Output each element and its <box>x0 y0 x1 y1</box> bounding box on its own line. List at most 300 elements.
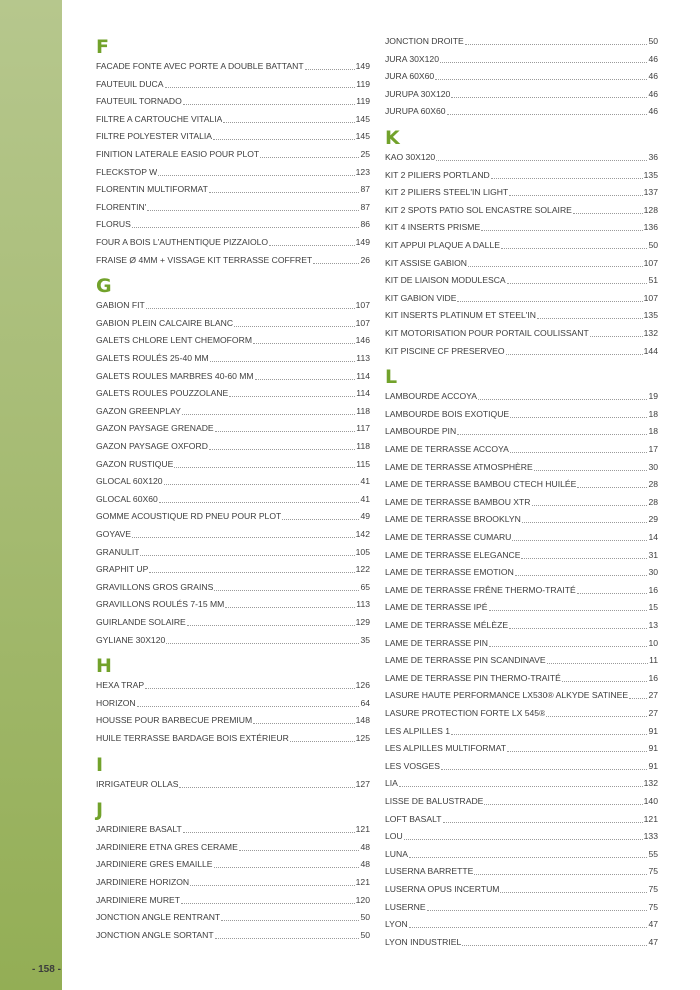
entry-name: LAME DE TERRASSE ELEGANCE <box>385 549 521 560</box>
index-entry <box>96 580 370 593</box>
dot-leader <box>234 326 355 327</box>
entry-page-number: 122 <box>355 564 370 575</box>
entry-name: LUSERNA BARRETTE <box>385 866 474 877</box>
entry-name: GALETS ROULES MARBRES 40-60 MM <box>96 370 254 381</box>
entry-page-number: 135 <box>643 310 658 321</box>
entry-page-number: 87 <box>360 184 370 195</box>
dot-leader <box>440 62 647 63</box>
entry-page-number: 41 <box>360 476 370 487</box>
index-entry <box>385 794 658 807</box>
section-letter: L <box>385 366 398 389</box>
entry-page-number: 47 <box>648 936 658 947</box>
index-entry <box>96 404 370 417</box>
index-entry <box>96 928 370 941</box>
dot-leader <box>489 646 647 647</box>
dot-leader <box>214 590 359 591</box>
index-entry <box>96 910 370 923</box>
dot-leader <box>532 505 648 506</box>
dot-leader <box>443 822 643 823</box>
dot-leader <box>183 832 355 833</box>
index-entry <box>385 168 658 181</box>
entry-page-number: 25 <box>360 149 370 159</box>
entry-page-number: 17 <box>648 444 658 454</box>
entry-page-number: 50 <box>648 36 658 46</box>
dot-leader <box>305 69 355 70</box>
dot-leader <box>132 537 355 538</box>
entry-name: HEXA TRAP <box>96 680 145 691</box>
section-letter: H <box>96 655 112 678</box>
index-entry <box>385 308 658 321</box>
index-entry <box>96 615 370 628</box>
index-entry <box>96 217 370 230</box>
dot-leader <box>209 192 360 193</box>
entry-name: LIA <box>385 778 398 789</box>
dot-leader <box>179 787 354 788</box>
entry-name: IRRIGATEUR OLLAS <box>96 778 179 789</box>
entry-page-number: 118 <box>356 441 370 451</box>
dot-leader <box>145 688 355 689</box>
entry-page-number: 29 <box>648 514 658 525</box>
dot-leader <box>522 522 648 523</box>
entry-page-number: 16 <box>648 584 658 595</box>
dot-leader <box>399 786 643 787</box>
entry-name: FAUTEUIL TORNADO <box>96 96 182 107</box>
entry-page-number: 49 <box>360 511 370 522</box>
dot-leader <box>474 874 647 875</box>
entry-page-number: 123 <box>355 166 370 177</box>
dot-leader <box>255 379 356 380</box>
dot-leader <box>269 245 355 246</box>
index-entry <box>385 917 658 930</box>
dot-leader <box>512 540 647 541</box>
entry-name: LAME DE TERRASSE ACCOYA <box>385 444 509 454</box>
index-entry <box>385 900 658 913</box>
dot-leader <box>147 210 359 211</box>
index-entry <box>385 185 658 198</box>
entry-name: LUSERNE <box>385 901 426 912</box>
dot-leader <box>507 751 647 752</box>
entry-name: LAME DE TERRASSE CUMARU <box>385 532 512 542</box>
entry-name: KIT 2 PILIERS STEEL'IN LIGHT <box>385 187 509 198</box>
entry-page-number: 48 <box>360 841 370 852</box>
index-entry <box>96 94 370 107</box>
index-entry <box>96 421 370 434</box>
entry-page-number: 91 <box>648 760 658 771</box>
entry-name: LASURE HAUTE PERFORMANCE LX530® ALKYDE SATINEE <box>385 690 629 701</box>
index-entry <box>96 112 370 125</box>
entry-page-number: 18 <box>648 408 658 419</box>
dot-leader <box>451 734 647 735</box>
entry-name: GALETS CHLORE LENT CHEMOFORM <box>96 335 252 346</box>
entry-name: KIT PISCINE CF PRESERVEO <box>385 345 505 356</box>
entry-name: LAME DE TERRASSE FRÊNE THERMO-TRAITÉ <box>385 584 576 595</box>
index-entry <box>385 256 658 269</box>
entry-name: GABION PLEIN CALCAIRE BLANC <box>96 317 234 328</box>
index-entry <box>96 298 370 311</box>
entry-name: LUSERNA OPUS INCERTUM <box>385 884 500 894</box>
dot-leader <box>313 263 359 264</box>
dot-leader <box>562 681 648 682</box>
entry-page-number: 114 <box>356 370 370 381</box>
entry-page-number: 119 <box>356 96 370 107</box>
dot-leader <box>462 945 647 946</box>
entry-page-number: 18 <box>648 426 658 437</box>
dot-leader <box>225 607 355 608</box>
dot-leader <box>427 910 648 911</box>
entry-page-number: 31 <box>648 549 658 560</box>
entry-page-number: 28 <box>648 479 658 490</box>
index-entry <box>96 333 370 346</box>
entry-name: GLOCAL 60X120 <box>96 476 163 487</box>
entry-page-number: 15 <box>648 602 658 613</box>
entry-name: JONCTION ANGLE RENTRANT <box>96 912 221 923</box>
dot-leader <box>223 122 354 123</box>
dot-leader <box>404 839 643 840</box>
entry-page-number: 132 <box>643 328 658 338</box>
index-entry <box>385 52 658 65</box>
index-entry <box>96 840 370 853</box>
entry-name: FACADE FONTE AVEC PORTE A DOUBLE BATTANT <box>96 61 304 71</box>
index-entry <box>385 460 658 473</box>
entry-page-number: 149 <box>355 61 370 71</box>
entry-name: FILTRE A CARTOUCHE VITALIA <box>96 113 223 124</box>
index-entry <box>385 238 658 251</box>
dot-leader <box>187 625 355 626</box>
entry-page-number: 47 <box>648 919 658 930</box>
entry-name: GAZON PAYSAGE OXFORD <box>96 441 208 451</box>
index-entry <box>96 457 370 470</box>
dot-leader <box>481 230 642 231</box>
entry-page-number: 107 <box>355 317 370 328</box>
entry-page-number: 125 <box>355 733 370 743</box>
entry-page-number: 127 <box>355 778 370 789</box>
index-entry <box>96 129 370 142</box>
entry-page-number: 10 <box>648 637 658 648</box>
entry-name: LOU <box>385 831 403 842</box>
dot-leader <box>409 857 648 858</box>
dot-leader <box>282 519 359 520</box>
index-entry <box>385 636 658 649</box>
entry-name: LAME DE TERRASSE BROOKLYN <box>385 514 521 525</box>
section-letter: I <box>96 753 104 776</box>
entry-name: JURA 60X60 <box>385 71 435 82</box>
entry-name: JARDINIERE HORIZON <box>96 877 190 887</box>
dot-leader <box>239 850 360 851</box>
entry-name: FINITION LATERALE EASIO POUR PLOT <box>96 149 260 159</box>
entry-page-number: 145 <box>355 113 370 124</box>
dot-leader <box>468 266 643 267</box>
index-entry <box>385 548 658 561</box>
entry-page-number: 126 <box>355 680 370 691</box>
dot-leader <box>290 741 355 742</box>
dot-leader <box>158 175 354 176</box>
entry-name: LES VOSGES <box>385 760 440 771</box>
entry-name: JURA 30X120 <box>385 53 439 64</box>
entry-name: KIT DE LIAISON MODULESCA <box>385 275 506 286</box>
entry-name: KIT 4 INSERTS PRISME <box>385 222 481 233</box>
dot-leader <box>253 723 355 724</box>
page-number: - 158 - <box>32 964 61 975</box>
dot-leader <box>509 195 642 196</box>
entry-page-number: 55 <box>648 848 658 859</box>
dot-leader <box>214 867 360 868</box>
entry-name: GYLIANE 30X120 <box>96 634 166 645</box>
index-entry <box>385 724 658 737</box>
index-entry <box>385 34 658 47</box>
index-entry <box>96 597 370 610</box>
dot-leader <box>435 79 647 80</box>
dot-leader <box>515 575 648 576</box>
entry-name: KIT 2 SPOTS PATIO SOL ENCASTRE SOLAIRE <box>385 204 572 215</box>
index-entry <box>385 618 658 631</box>
entry-page-number: 46 <box>648 53 658 64</box>
entry-name: LAMBOURDE BOIS EXOTIQUE <box>385 408 510 419</box>
index-entry <box>385 565 658 578</box>
dot-leader <box>484 804 642 805</box>
entry-page-number: 135 <box>643 169 658 180</box>
entry-page-number: 117 <box>356 423 370 434</box>
dot-leader <box>457 301 642 302</box>
entry-name: JARDINIERE MURET <box>96 894 181 905</box>
index-entry <box>385 530 658 543</box>
dot-leader <box>577 487 647 488</box>
entry-name: JURUPA 60X60 <box>385 106 446 117</box>
index-entry <box>96 369 370 382</box>
dot-leader <box>577 593 648 594</box>
entry-name: JARDINIERE GRES EMAILLE <box>96 859 213 870</box>
entry-page-number: 145 <box>355 131 370 142</box>
entry-name: FLORENTIN MULTIFORMAT <box>96 184 208 195</box>
dot-leader <box>478 399 647 400</box>
entry-name: JONCTION ANGLE SORTANT <box>96 929 214 940</box>
index-entry <box>96 822 370 835</box>
index-entry <box>96 351 370 364</box>
entry-name: GLOCAL 60X60 <box>96 493 158 504</box>
index-entry <box>96 182 370 195</box>
entry-name: LAME DE TERRASSE EMOTION <box>385 567 514 578</box>
entry-name: JURUPA 30X120 <box>385 88 451 99</box>
entry-name: JARDINIERE ETNA GRES CERAME <box>96 841 238 852</box>
entry-name: FRAISE Ø 4MM + VISSAGE KIT TERRASSE COFFRET <box>96 254 313 265</box>
dot-leader <box>183 104 356 105</box>
index-entry <box>385 583 658 596</box>
entry-page-number: 30 <box>648 461 658 472</box>
dot-leader <box>174 467 355 468</box>
entry-page-number: 19 <box>648 391 658 402</box>
entry-page-number: 148 <box>355 715 370 726</box>
entry-page-number: 121 <box>355 824 370 835</box>
index-entry <box>385 495 658 508</box>
index-entry <box>385 442 658 455</box>
dot-leader <box>491 178 643 179</box>
index-entry <box>96 633 370 646</box>
index-entry <box>385 407 658 420</box>
entry-page-number: 144 <box>643 345 658 356</box>
entry-name: LAME DE TERRASSE PIN THERMO-TRAITÉ <box>385 672 561 683</box>
dot-leader <box>229 396 355 397</box>
index-entry <box>385 882 658 895</box>
entry-page-number: 118 <box>356 405 370 416</box>
entry-page-number: 107 <box>355 300 370 311</box>
dot-leader <box>573 213 643 214</box>
entry-page-number: 35 <box>360 634 370 645</box>
entry-name: FLORUS <box>96 219 131 230</box>
dot-leader <box>409 927 648 928</box>
entry-page-number: 128 <box>643 204 658 215</box>
index-entry <box>385 104 658 117</box>
entry-name: LAME DE TERRASSE ATMOSPHÈRE <box>385 461 533 472</box>
entry-page-number: 129 <box>355 617 370 627</box>
entry-page-number: 51 <box>648 275 658 286</box>
index-entry <box>96 316 370 329</box>
entry-page-number: 146 <box>355 335 370 346</box>
index-entry <box>96 165 370 178</box>
dot-leader <box>547 663 648 664</box>
decorative-side-band <box>0 0 62 990</box>
index-entry <box>96 893 370 906</box>
index-entry <box>96 509 370 522</box>
entry-name: HUILE TERRASSE BARDAGE BOIS EXTÉRIEUR <box>96 733 289 743</box>
dot-leader <box>137 706 360 707</box>
entry-name: LASURE PROTECTION FORTE LX 545® <box>385 708 546 718</box>
entry-page-number: 121 <box>355 877 370 887</box>
entry-page-number: 46 <box>648 88 658 99</box>
entry-name: LISSE DE BALUSTRADE <box>385 796 484 806</box>
index-entry <box>385 759 658 772</box>
entry-name: GAZON GREENPLAY <box>96 405 181 416</box>
dot-leader <box>510 452 648 453</box>
index-entry <box>96 235 370 248</box>
entry-name: LAME DE TERRASSE MÉLÈZE <box>385 620 509 630</box>
dot-leader <box>509 628 647 629</box>
entry-page-number: 46 <box>648 71 658 82</box>
dot-leader <box>457 434 647 435</box>
entry-name: LAME DE TERRASSE PIN <box>385 637 488 648</box>
entry-page-number: 16 <box>648 672 658 683</box>
index-entry <box>96 527 370 540</box>
dot-leader <box>447 114 648 115</box>
dot-leader <box>260 157 359 158</box>
index-entry <box>96 474 370 487</box>
index-entry <box>385 326 658 339</box>
entry-page-number: 75 <box>648 866 658 877</box>
entry-name: LAME DE TERRASSE PIN SCANDINAVE <box>385 655 546 666</box>
section-letter: G <box>96 275 112 298</box>
index-entry <box>385 477 658 490</box>
dot-leader <box>132 227 360 228</box>
entry-name: GABION FIT <box>96 300 145 311</box>
entry-page-number: 137 <box>643 187 658 198</box>
dot-leader <box>253 343 355 344</box>
index-entry <box>385 847 658 860</box>
entry-page-number: 149 <box>355 237 370 247</box>
index-entry <box>385 776 658 789</box>
index-entry <box>96 492 370 505</box>
index-entry <box>385 389 658 402</box>
index-entry <box>385 291 658 304</box>
entry-page-number: 121 <box>643 813 658 824</box>
index-entry <box>385 671 658 684</box>
entry-page-number: 13 <box>648 620 658 630</box>
entry-page-number: 36 <box>648 152 658 162</box>
dot-leader <box>590 336 643 337</box>
entry-name: KIT MOTORISATION POUR PORTAIL COULISSANT <box>385 328 589 338</box>
entry-page-number: 14 <box>648 532 658 542</box>
entry-page-number: 107 <box>643 257 658 268</box>
entry-page-number: 50 <box>648 240 658 250</box>
index-entry <box>385 150 658 163</box>
index-entry <box>385 706 658 719</box>
index-entry <box>96 200 370 213</box>
entry-page-number: 115 <box>356 458 370 469</box>
entry-page-number: 113 <box>356 353 370 363</box>
index-entry <box>385 653 658 666</box>
entry-name: LYON <box>385 919 408 930</box>
entry-name: GAZON PAYSAGE GRENADE <box>96 423 214 434</box>
entry-page-number: 136 <box>643 222 658 233</box>
dot-leader <box>146 308 355 309</box>
entry-name: HOUSSE POUR BARBECUE PREMIUM <box>96 715 253 726</box>
dot-leader <box>165 87 356 88</box>
index-entry <box>96 253 370 266</box>
index-entry <box>385 688 658 701</box>
entry-page-number: 91 <box>648 725 658 736</box>
dot-leader <box>510 417 647 418</box>
entry-page-number: 75 <box>648 884 658 894</box>
index-entry <box>96 857 370 870</box>
entry-name: GRAPHIT UP <box>96 564 149 575</box>
entry-page-number: 133 <box>643 831 658 842</box>
entry-name: GRAVILLONS GROS GRAINS <box>96 581 214 592</box>
dot-leader <box>182 414 355 415</box>
entry-page-number: 46 <box>648 106 658 117</box>
entry-name: KIT GABION VIDE <box>385 292 457 303</box>
entry-name: GALETS ROULÉS 25-40 MM <box>96 353 209 363</box>
dot-leader <box>215 938 360 939</box>
index-entry <box>96 562 370 575</box>
entry-name: FOUR A BOIS L'AUTHENTIQUE PIZZAIOLO <box>96 237 269 247</box>
index-entry <box>96 59 370 72</box>
entry-name: GRAVILLONS ROULÉS 7-15 MM <box>96 599 225 610</box>
entry-page-number: 11 <box>649 655 658 666</box>
index-entry <box>385 87 658 100</box>
dot-leader <box>159 502 360 503</box>
entry-page-number: 27 <box>648 708 658 718</box>
index-entry <box>96 545 370 558</box>
index-entry <box>96 777 370 790</box>
index-entry <box>96 731 370 744</box>
dot-leader <box>436 160 647 161</box>
dot-leader <box>500 892 647 893</box>
dot-leader <box>149 572 354 573</box>
entry-name: GOYAVE <box>96 529 132 539</box>
index-entry <box>385 344 658 357</box>
dot-leader <box>221 920 359 921</box>
index-entry <box>96 875 370 888</box>
entry-name: KIT ASSISE GABION <box>385 257 467 268</box>
dot-leader <box>465 44 648 45</box>
entry-name: KAO 30X120 <box>385 152 436 162</box>
section-letter: J <box>96 799 104 822</box>
dot-leader <box>209 449 355 450</box>
entry-name: LAMBOURDE ACCOYA <box>385 391 478 402</box>
entry-page-number: 142 <box>355 529 370 539</box>
entry-name: GALETS ROULES POUZZOLANE <box>96 388 229 399</box>
index-entry <box>96 439 370 452</box>
index-entry <box>96 147 370 160</box>
index-entry <box>385 864 658 877</box>
index-entry <box>96 678 370 691</box>
